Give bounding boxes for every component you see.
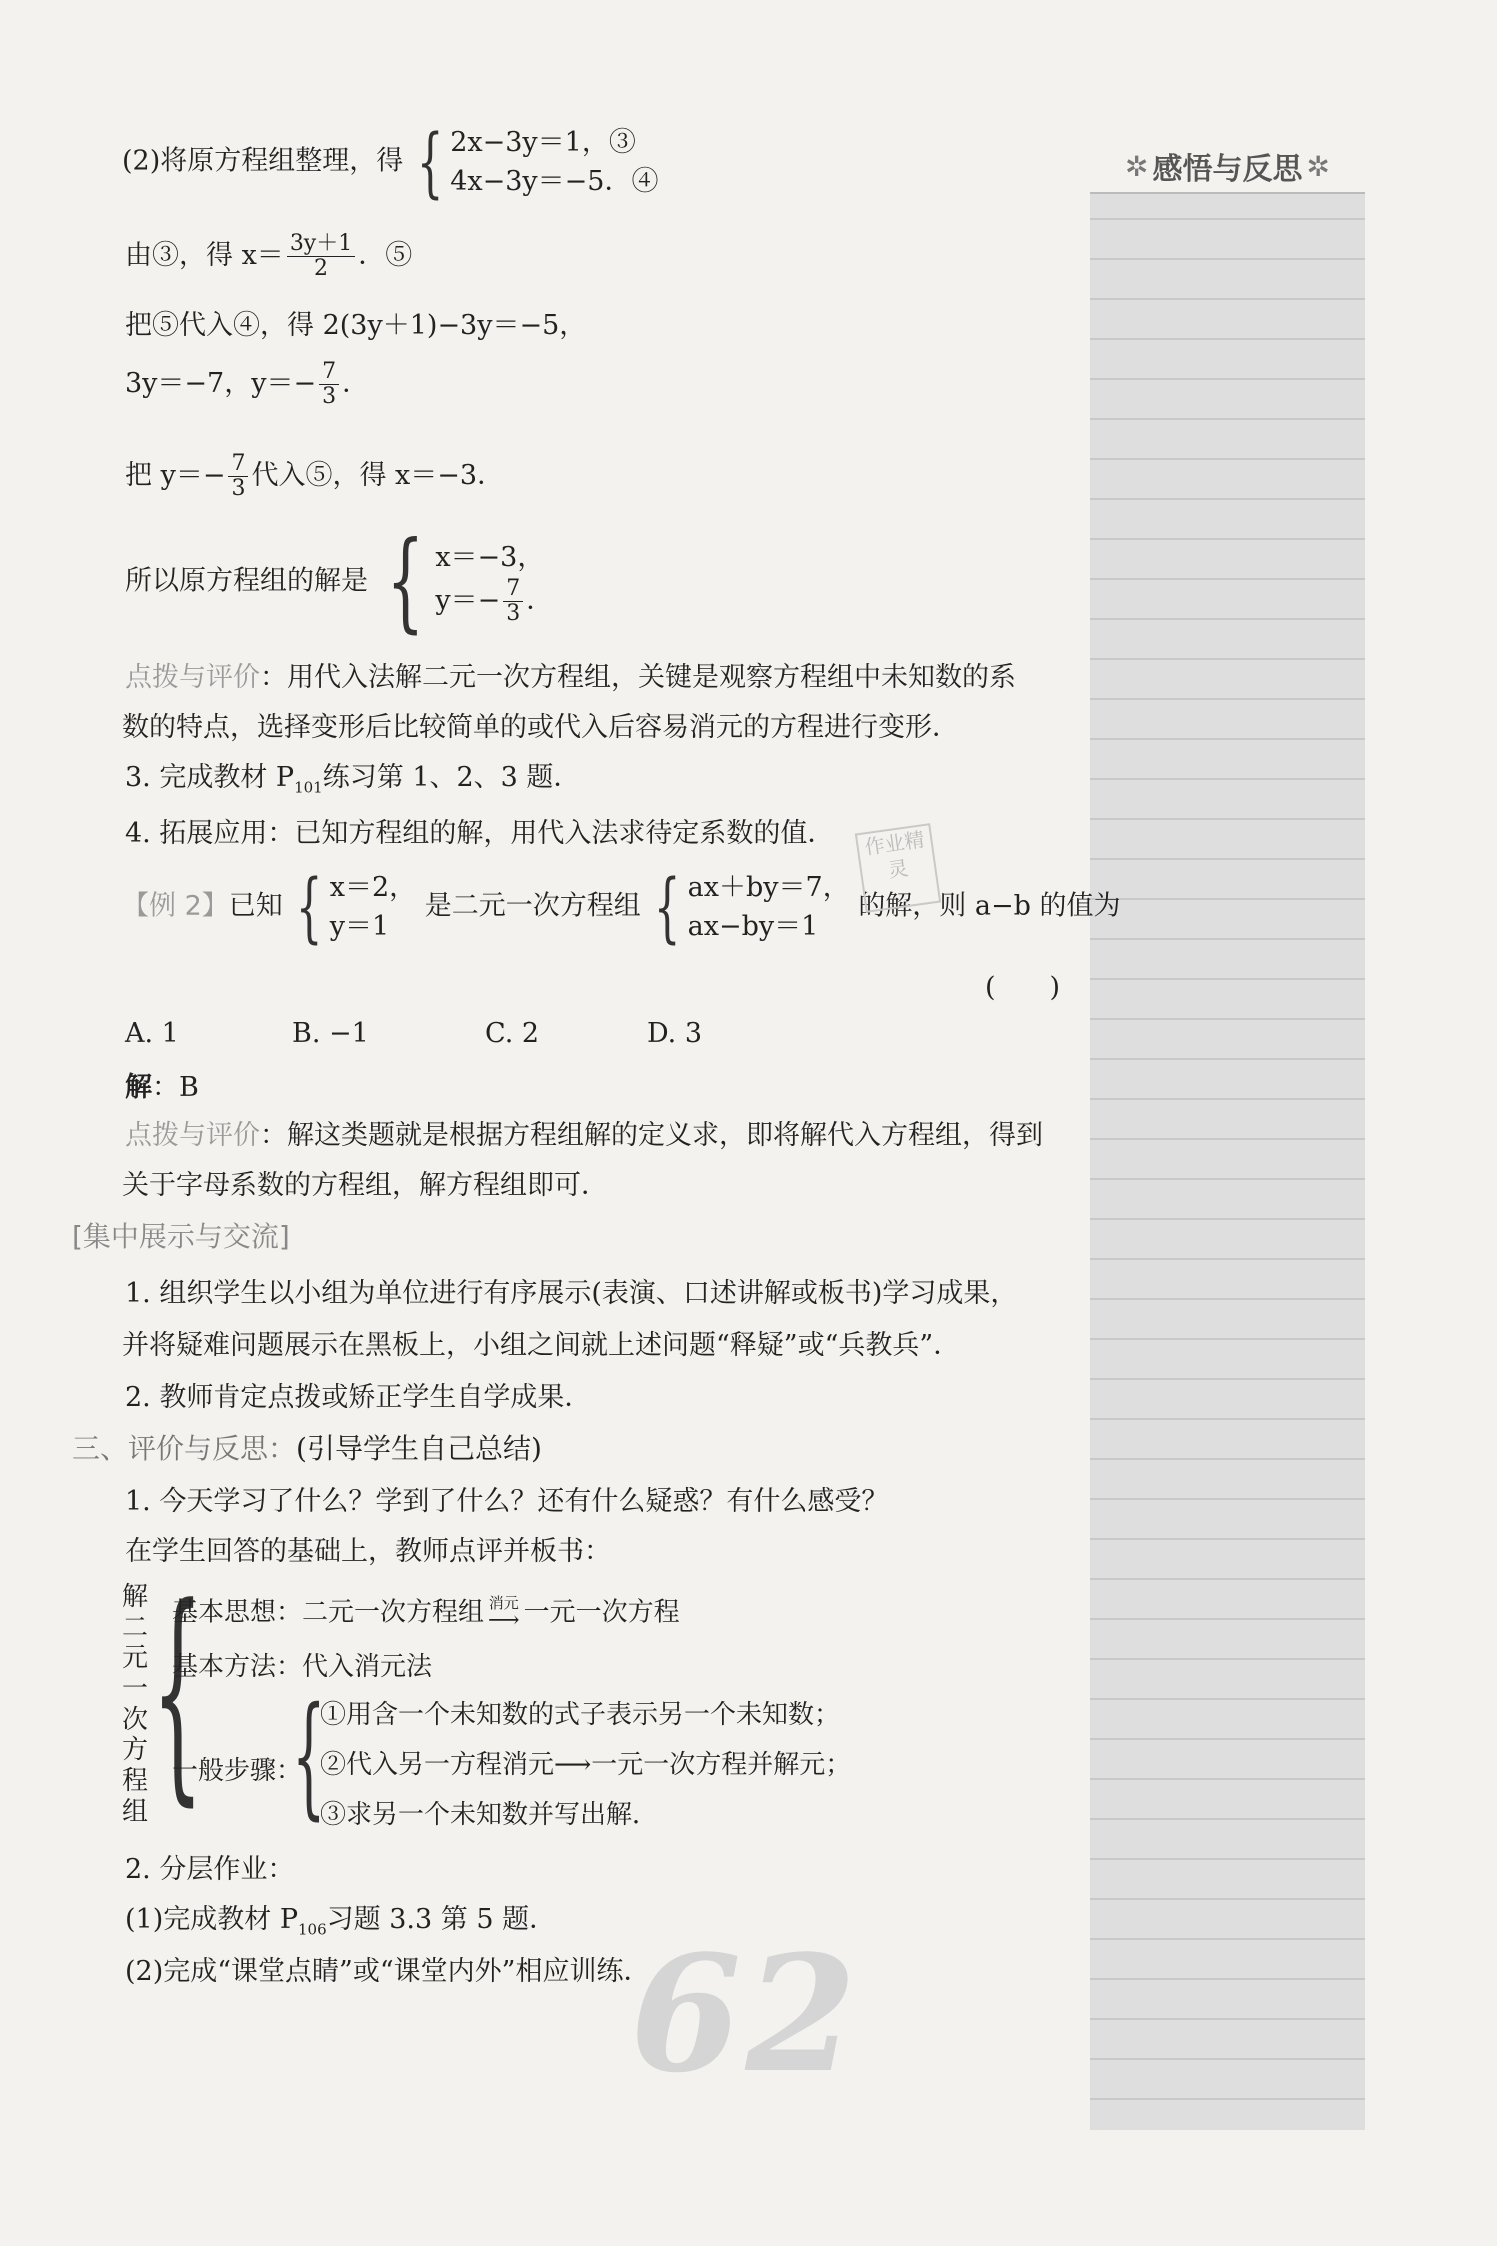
- item-3-text: 3. 完成教材 P: [125, 762, 295, 793]
- y-solve-suffix: ．: [342, 368, 370, 400]
- equation-3: 2x−3y＝1，③: [450, 127, 636, 158]
- example-post: 的解，则 a−b 的值为: [858, 890, 1121, 922]
- comment-label: 点拨与评价: [125, 662, 260, 693]
- homework-title: 2. 分层作业：: [125, 1854, 295, 1885]
- diagram-step-2: [320, 1750, 851, 1781]
- fraction-denominator: 3: [506, 601, 521, 627]
- example-mid: 是二元一次方程组: [424, 890, 641, 922]
- system-eq-1: ax＋by＝7，: [687, 872, 850, 903]
- example-pre: 已知: [228, 890, 283, 922]
- coefficient-system: { ax＋by＝7， ax−by＝1: [654, 862, 850, 952]
- item-3: [125, 762, 580, 796]
- solution-y-prefix: y＝−: [435, 585, 501, 617]
- reflection-q1: 1. 今天学习了什么？学到了什么？还有什么疑惑？有什么感受？: [125, 1486, 889, 1517]
- fraction: [503, 577, 523, 626]
- diagram-idea: [172, 1596, 680, 1631]
- reflection-q1b: 在学生回答的基础上，教师点评并板书：: [125, 1536, 611, 1567]
- comment-1-line-1: [125, 662, 1016, 694]
- answer-value: ：B: [152, 1072, 199, 1103]
- y-solve-text: 3y＝−7，y＝−: [125, 368, 317, 400]
- example-2-line: [122, 862, 1121, 952]
- arrow-icon: ⟶: [554, 1750, 592, 1780]
- reflection-heading-line: [72, 1432, 542, 1466]
- idea-result: 一元一次方程: [523, 1597, 680, 1628]
- showcase-p1b: 并将疑难问题展示在黑板上，小组之间就上述问题“释疑”或“兵教兵”．: [122, 1330, 961, 1361]
- homework-1-text: (1)完成教材 P: [125, 1904, 298, 1935]
- item-3-suffix: 练习第 1、2、3 题．: [322, 762, 581, 793]
- diagram-brace: {: [152, 1559, 204, 1826]
- fraction: [319, 360, 339, 409]
- diagram-step-1: ①用含一个未知数的式子表示另一个未知数；: [320, 1700, 841, 1730]
- diagram-root-label: 解二元一次方程组: [122, 1582, 149, 1827]
- fraction-denominator: 2: [314, 256, 329, 282]
- page-subscript: 101: [294, 778, 323, 797]
- step-5-text: 由③，得 x＝: [125, 240, 284, 272]
- solution-y-suffix: ．: [526, 585, 554, 617]
- flower-icon: ✲: [1306, 149, 1330, 183]
- comment-2-line-1: [125, 1120, 1043, 1152]
- fraction-numerator: 3y＋1: [287, 232, 355, 257]
- y-solve-line: [125, 360, 369, 409]
- homework-1-suffix: 习题 3.3 第 5 题．: [326, 1904, 557, 1935]
- comment-text: ：解这类题就是根据方程组解的定义求，即将解代入方程组，得到: [260, 1120, 1043, 1151]
- option-d: D. 3: [647, 1018, 703, 1049]
- option-b: B. −1: [292, 1018, 369, 1049]
- solution-line: [125, 519, 554, 644]
- page-number: 62: [630, 1920, 861, 2108]
- homework-1: [125, 1904, 556, 1938]
- answer-paren: ( ): [985, 972, 1061, 1003]
- solution-text: 所以原方程组的解是: [125, 565, 368, 597]
- idea-text: 基本思想：二元一次方程组: [172, 1597, 485, 1628]
- showcase-p2: 2. 教师肯定点拨或矫正学生自学成果．: [125, 1382, 592, 1413]
- showcase-heading: [集中展示与交流]: [72, 1220, 290, 1253]
- reflection-sidebar: [1090, 140, 1365, 2130]
- showcase-p1a: 1. 组织学生以小组为单位进行有序展示(表演、口述讲解或板书)学习成果，: [125, 1278, 1018, 1309]
- diagram-step-3: ③求另一个未知数并写出解．: [320, 1800, 659, 1830]
- homework-2: (2)完成“课堂点睛”或“课堂内外”相应训练．: [125, 1956, 651, 1987]
- reflection-heading: 三、评价与反思：: [72, 1432, 297, 1465]
- given-x: x＝2，: [329, 872, 417, 903]
- flower-icon: ✲: [1125, 149, 1149, 183]
- step-2-text: ②代入另一方程消元: [320, 1750, 555, 1780]
- solution-system: { x＝−3， y＝− $\frac{7}{3}$ ．: [386, 519, 554, 644]
- step-2-result: 一元一次方程并解元；: [591, 1750, 852, 1780]
- solution-x: x＝−3，: [435, 541, 545, 573]
- fraction: [287, 232, 355, 281]
- answer-line: [125, 1072, 199, 1104]
- step-5-suffix: ．⑤: [358, 240, 413, 272]
- example-label: 【例 2】: [122, 890, 229, 922]
- fraction-numerator: 7: [319, 360, 339, 385]
- fraction-denominator: 3: [322, 384, 337, 410]
- answer-label: 解: [125, 1072, 152, 1103]
- arrow-icon: 消元 ⟶: [488, 1594, 520, 1633]
- comment-2-line-2: 关于字母系数的方程组，解方程组即可．: [122, 1170, 608, 1201]
- sidebar-title: [1090, 140, 1365, 194]
- substitute-line: 把⑤代入④，得 2(3y＋1)−3y＝−5，: [125, 310, 587, 341]
- given-solution-system: { x＝2， y＝1: [296, 862, 417, 952]
- item-4: 4. 拓展应用：已知方程组的解，用代入法求待定系数的值．: [125, 818, 835, 849]
- arrow-label: 消元: [488, 1594, 519, 1612]
- diagram-method: 基本方法：代入消元法: [172, 1652, 433, 1682]
- homework-stamp: 作业精灵: [855, 823, 941, 913]
- comment-label: 点拨与评价: [125, 1120, 260, 1151]
- given-y: y＝1: [329, 911, 390, 943]
- reflection-heading-note: (引导学生自己总结): [296, 1432, 542, 1465]
- fraction-numerator: 7: [503, 577, 523, 602]
- comment-text: ：用代入法解二元一次方程组，关键是观察方程组中未知数的系: [260, 662, 1016, 693]
- fraction-denominator: 3: [231, 476, 246, 502]
- reduced-system: { 2x−3y＝1，③ 4x−3y＝−5．④: [416, 117, 659, 207]
- comment-1-line-2: 数的特点，选择变形后比较简单的或代入后容易消元的方程进行变形．: [122, 712, 959, 743]
- solution-y: [435, 577, 553, 626]
- sidebar-title-text: 感悟与反思: [1152, 152, 1303, 187]
- part2-intro: (2)将原方程组整理，得: [122, 145, 404, 177]
- fraction: [228, 452, 248, 501]
- fraction-numerator: 7: [228, 452, 248, 477]
- steps-brace: {: [292, 1679, 326, 1833]
- x-solve-text: 把 y＝−: [125, 460, 226, 492]
- part2-intro-line: [122, 117, 659, 207]
- page-subscript: 106: [298, 1920, 327, 1939]
- system-eq-2: ax−by＝1: [687, 911, 819, 943]
- x-solve-suffix: 代入⑤，得 x＝−3．: [251, 460, 505, 492]
- step-5-line: [125, 232, 412, 281]
- x-solve-line: [125, 452, 504, 501]
- diagram-steps-label: 一般步骤：: [172, 1756, 303, 1786]
- option-a: A. 1: [125, 1018, 179, 1049]
- option-c: C. 2: [485, 1018, 540, 1049]
- equation-4: 4x−3y＝−5．④: [450, 166, 659, 198]
